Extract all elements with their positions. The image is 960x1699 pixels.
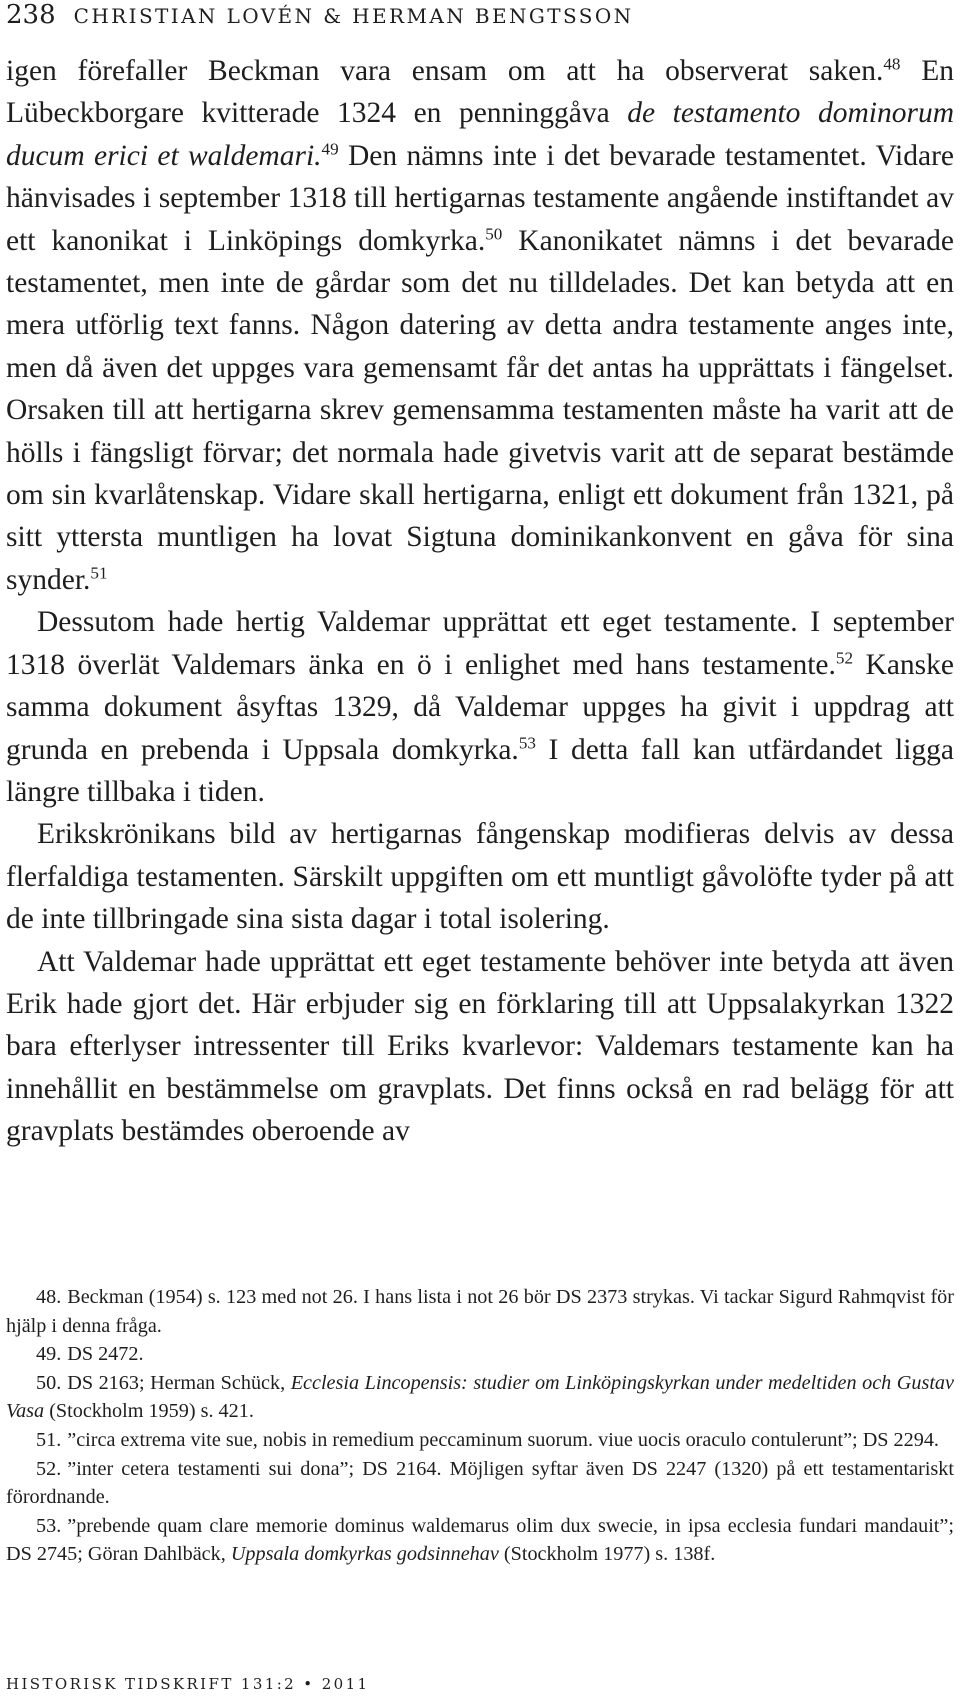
footnote-text: ”inter cetera testamenti sui dona”; DS 2164. Möjligen syftar även DS 2247 (1320) på ett testamentariskt förordnande. — [6, 1457, 954, 1509]
paragraph-2-text-c: I detta fall kan utfärdandet ligga längre tillbaka i tiden. — [6, 733, 954, 808]
footnote-50 — [6, 1369, 954, 1426]
paragraph-1-text-a: igen förefaller Beckman vara ensam om att ha observerat saken. — [6, 55, 884, 87]
paragraph-4: Att Valdemar hade upprättat ett eget testamente behöver inte betyda att även Erik hade gjort det. Här erbjuder sig en förklaring till att Uppsalakyrkan 1322 bara efterlyser intressenter till Eriks kvarlevor: Valdemars testamente kan ha innehållit en bestämmelse om gravplats. Det finns också en rad belägg för att gravplats bestämdes oberoende av — [6, 945, 954, 1148]
paragraph-1-text-b: En Lübeckborgare kvitterade 1324 en penninggåva — [6, 55, 954, 130]
footnote-number: 49. — [36, 1343, 62, 1366]
body-text — [6, 50, 954, 1153]
footnote-text: DS 2163; Herman Schück, — [67, 1371, 291, 1394]
running-foot: HISTORISK TIDSKRIFT 131:2 • 2011 — [6, 1675, 370, 1693]
paragraph-2-text-b: Kanske samma dokument åsyftas 1329, då Valdemar uppges ha givit i uppdrag att grunda en prebenda i Uppsala domkyrka. — [6, 648, 954, 766]
footnote-53 — [6, 1512, 954, 1569]
paragraph-1-latin-quote: de testamento dominorum ducum erici et waldemari. — [6, 97, 955, 172]
footnote-text: DS 2472. — [67, 1343, 144, 1366]
footnote-ref-53: 53 — [518, 732, 536, 752]
footnote-text: Beckman (1954) s. 123 med not 26. I hans lista i not 26 bör DS 2373 strykas. Vi tackar Sigurd Rahmqvist för hjälp i denna fråga. — [6, 1286, 954, 1337]
footnote-52 — [6, 1455, 954, 1512]
footnote-book-title: Ecclesia Lincopensis: studier om Linköpingskyrkan under medeltiden och Gustav Vasa — [6, 1371, 954, 1423]
footnote-text: ”circa extrema vite sue, nobis in remedium peccaminum suorum. viue uocis oraculo contulerunt”; DS 2294. — [67, 1428, 939, 1451]
footnote-text: ”prebende quam clare memorie dominus waldemarus olim dux swecie, in ipsa ecclesia fundari mandauit”; DS 2745; Göran Dahlbäck, — [6, 1514, 954, 1566]
page-number: 238 — [6, 0, 56, 30]
footnote-number: 53. — [36, 1514, 62, 1537]
running-head — [6, 0, 634, 30]
footnote-number: 50. — [36, 1371, 62, 1394]
footnote-ref-50: 50 — [485, 224, 503, 244]
paragraph-3: Erikskrönikans bild av hertigarnas fångenskap modifieras delvis av dessa flerfaldiga testamenten. Särskilt uppgiften om ett muntligt gåvolöfte tyder på att de inte tillbringade sina sista dagar i total isolering. — [6, 818, 954, 936]
paragraph-2-text-a: Dessutom hade hertig Valdemar upprättat ett eget testamente. I september 1318 överlät Valdemars änka en ö i enlighet med hans testamente. — [6, 606, 954, 681]
footnote-ref-52: 52 — [835, 648, 853, 668]
footnote-text: (Stockholm 1977) s. 138f. — [498, 1543, 716, 1566]
paragraph-1-text-c: Den nämns inte i det bevarade testamentet. Vidare hänvisades i september 1318 till hertigarnas testamente angående instiftandet av ett kanonikat i Linköpings domkyrka. — [6, 139, 954, 257]
footnote-51 — [6, 1426, 954, 1455]
footnote-number: 48. — [36, 1286, 62, 1308]
footnote-book-title: Uppsala domkyrkas godsinnehav — [230, 1543, 499, 1566]
footnote-text: (Stockholm 1959) s. 421. — [44, 1400, 254, 1423]
running-head-authors: CHRISTIAN LOVÉN & HERMAN BENGTSSON — [73, 4, 634, 28]
footnote-ref-48: 48 — [883, 54, 901, 74]
paragraph-2 — [6, 601, 954, 813]
footnotes — [6, 1283, 954, 1569]
paragraph-1-text-d: Kanonikatet nämns i det bevarade testamentet, men inte de gårdar som det nu tilldelades. Det kan betyda att en mera utförlig text fanns. Någon datering av detta andra testamente anges inte, men då även det uppges vara gemensamt får det antas ha upprättats i fängelset. Orsaken till att hertigarna skrev gemensamma testamenten måste ha varit att de hölls i fängsligt förvar; det normala hade givetvis varit att de separat bestämde om sin kvarlåtenskap. Vidare skall hertigarna, enligt ett dokument från 1321, på sitt yttersta muntligen ha lovat Sigtuna dominikankonvent en gåva för sina synder. — [6, 224, 954, 596]
footnote-ref-51: 51 — [90, 563, 108, 583]
footnote-number: 52. — [36, 1457, 62, 1480]
footnote-48 — [6, 1283, 954, 1340]
footnote-49 — [6, 1340, 954, 1369]
footnote-number: 51. — [36, 1428, 62, 1451]
footnote-ref-49: 49 — [321, 139, 339, 159]
paragraph-1 — [6, 50, 954, 601]
